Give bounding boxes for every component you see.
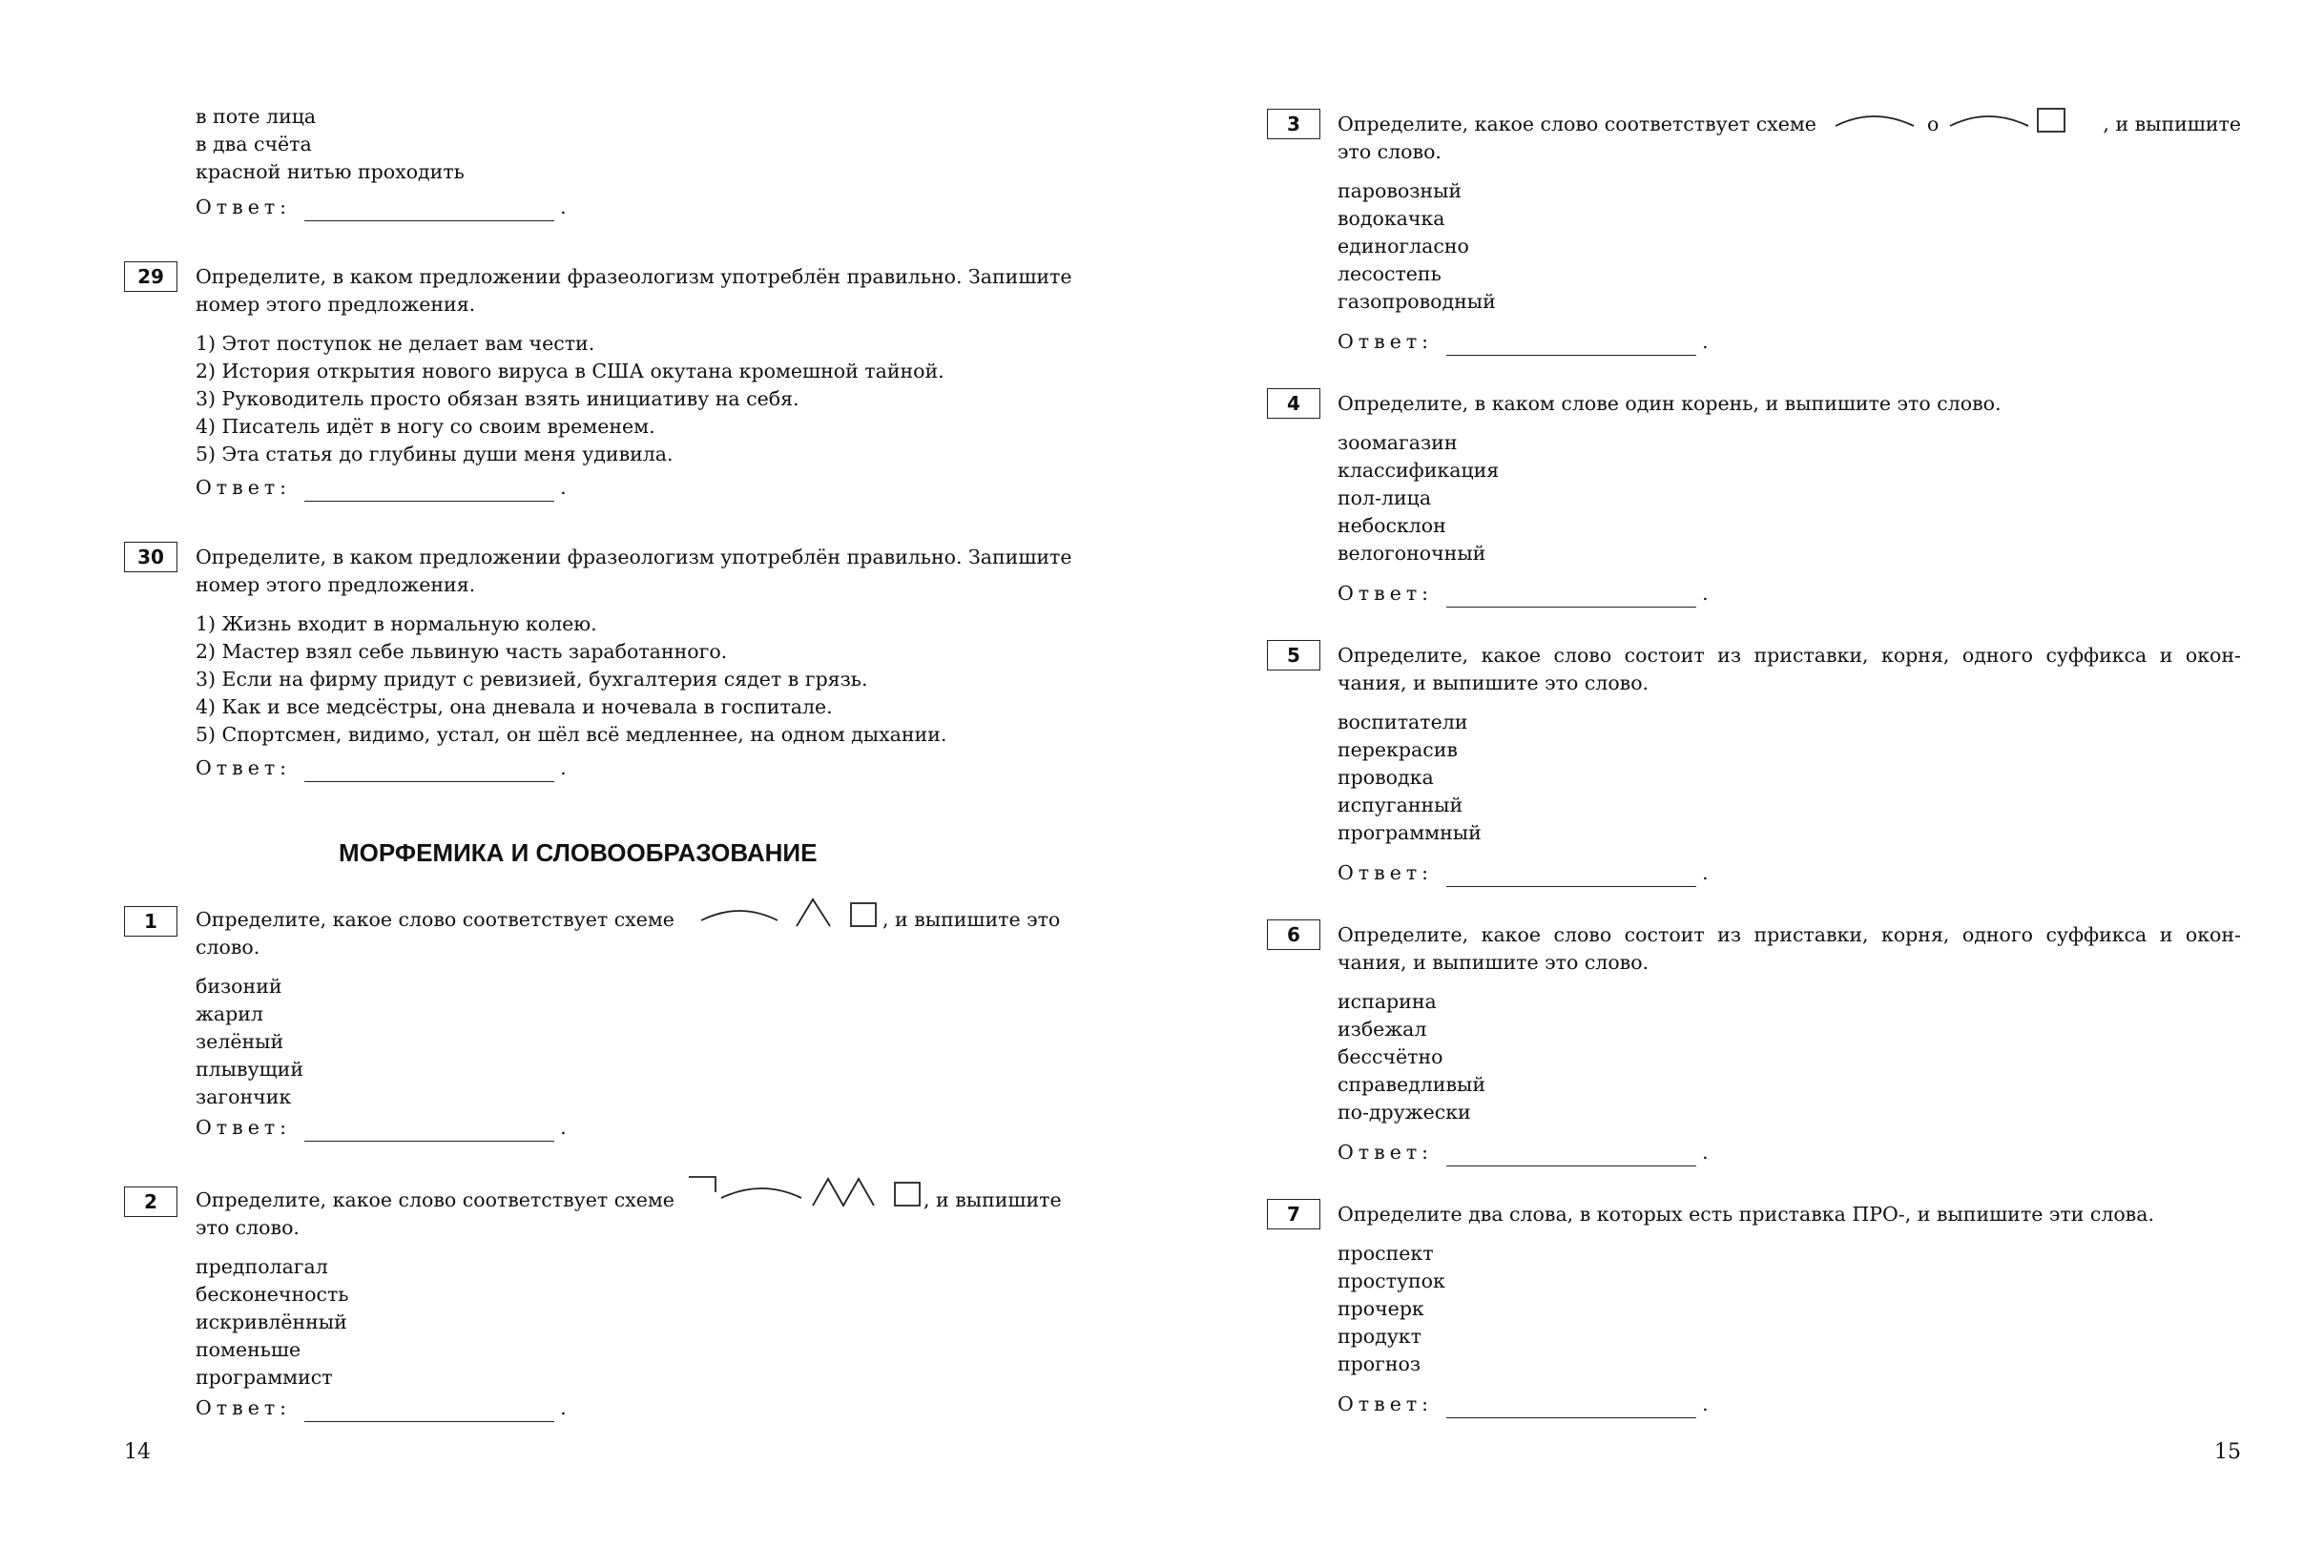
list-item: 2) Мастер взял себе львиную часть заработанного. [196,640,728,663]
question-4 [1338,390,2002,567]
list-item: пол-лица [1338,486,1432,509]
answer-field-30[interactable]: Ответ: . [196,754,567,782]
question-prompt: это слово. [1338,140,1442,163]
list-item: испуганный [1338,794,1463,816]
question-prompt: Определите, какое слово состоит из приставки, корня, одного суффикса и окон- [1338,923,2241,946]
answer-blank[interactable] [304,482,554,502]
list-item: прогноз [1338,1352,1421,1375]
list-item: водокачка [1338,207,1445,230]
question-prompt: Определите, в каком предложении фразеологизм употреблён правильно. Запишите [196,265,1072,288]
list-item: перекрасив [1338,738,1458,761]
list-item: воспитатели [1338,711,1468,733]
answer-label: Ответ: [1338,582,1434,605]
answer-blank[interactable] [304,201,554,221]
answer-label: Ответ: [1338,330,1434,353]
question-7 [1338,1201,2154,1378]
morpheme-scheme-3b [1946,99,2072,137]
answer-label: Ответ: [196,476,292,499]
morpheme-scheme-3a [1830,99,1920,137]
ending-box-icon [2038,109,2065,132]
answer-label: Ответ: [196,756,292,779]
answer-field-29[interactable]: Ответ: . [196,474,567,502]
list-item: красной нитью проходить [196,160,465,183]
question-prompt: Определите, какое слово соответствует схеме [196,908,674,931]
question-5 [1338,642,2241,847]
question-number-29: 29 [124,261,177,292]
answer-field-28[interactable]: Ответ: . [196,194,567,221]
question-prompt: это слово. [196,1216,300,1239]
question-number-6: 6 [1267,919,1320,950]
question-prompt: номер этого предложения. [196,293,476,316]
question-number-1: 1 [124,906,177,937]
question-prompt: , и выпишите [923,1188,1062,1211]
question-prompt: номер этого предложения. [196,573,476,596]
suffix-caret-icon [797,899,830,926]
answer-label: Ответ: [196,1396,292,1419]
answer-blank[interactable] [304,762,554,782]
list-item: бесконечность [196,1283,349,1306]
page-number: 14 [124,1440,151,1464]
question-prompt: чания, и выпишите это слово. [1338,951,1650,974]
list-item: бизоний [196,975,282,998]
answer-blank[interactable] [1446,1146,1696,1166]
answer-field-6[interactable]: Ответ: . [1338,1139,1709,1166]
question-number-30: 30 [124,542,177,572]
list-item: бессчётно [1338,1045,1443,1068]
question-number-7: 7 [1267,1199,1320,1229]
morpheme-scheme-2 [685,1167,933,1213]
question-prompt: слово. [196,936,260,959]
answer-blank[interactable] [1446,1398,1696,1418]
answer-blank[interactable] [1446,588,1696,608]
root-arc-icon [1950,116,2028,126]
question-prompt: Определите, какое слово соответствует схеме [196,1188,674,1211]
list-item: избежал [1338,1018,1427,1041]
root-arc-icon [1836,116,1914,126]
answer-label: Ответ: [1338,861,1434,884]
answer-blank[interactable] [304,1122,554,1142]
list-item: 2) История открытия нового вируса в США окутана кромешной тайной. [196,360,944,382]
prefix-bracket-icon [689,1177,716,1192]
question-number-2: 2 [124,1186,177,1217]
list-item: лесостепь [1338,262,1442,285]
list-item: 5) Эта статья до глубины души меня удивила. [196,443,674,465]
question-prompt: , и выпишите это [882,908,1061,931]
list-item: 4) Как и все медсёстры, она дневала и ночевала в госпитале. [196,695,833,718]
question-1 [196,934,303,1111]
question-prompt: Определите два слова, в которых есть приставка ПРО-, и выпишите эти слова. [1338,1203,2154,1226]
question-number-5: 5 [1267,640,1320,671]
list-item: в поте лица [196,105,317,128]
answer-blank[interactable] [1446,336,1696,356]
list-item: жарил [196,1002,263,1025]
list-item: зоомагазин [1338,431,1458,454]
list-item: загончик [196,1085,292,1108]
answer-field-7[interactable]: Ответ: . [1338,1391,1709,1418]
suffix-caret-icon [813,1179,874,1206]
question-prompt: , и выпишите [2103,113,2241,135]
list-item: 1) Жизнь входит в нормальную колею. [196,612,597,635]
list-item: плывущий [196,1058,303,1081]
list-item: 1) Этот поступок не делает вам чести. [196,332,595,355]
list-item: 4) Писатель идёт в ногу со своим временем. [196,415,655,438]
list-item: искривлённый [196,1310,347,1333]
question-3 [1338,138,1496,316]
list-item: прочерк [1338,1297,1424,1320]
answer-field-4[interactable]: Ответ: . [1338,580,1709,608]
list-item: проводка [1338,766,1434,789]
question-prompt: Определите, какое слово состоит из приставки, корня, одного суффикса и окон- [1338,644,2241,667]
ending-box-icon [895,1183,920,1206]
answer-field-2[interactable]: Ответ: . [196,1394,567,1422]
question-number-3: 3 [1267,109,1320,139]
list-item: предполагал [196,1255,328,1278]
list-item: велогоночный [1338,542,1486,565]
list-item: продукт [1338,1325,1421,1348]
ending-box-icon [851,903,876,926]
question-30 [196,544,1071,749]
list-item: в два счёта [196,133,312,155]
list-item: справедливый [1338,1073,1485,1096]
list-item: 5) Спортсмен, видимо, устал, он шёл всё медленнее, на одном дыхании. [196,723,947,746]
question-2 [196,1214,348,1392]
question-prompt: Определите, в каком предложении фразеологизм употреблён правильно. Запишите [196,546,1072,568]
list-item: по-дружески [1338,1101,1471,1124]
answer-label: Ответ: [196,196,292,218]
question-29 [196,263,1071,468]
list-item: 3) Руководитель просто обязан взять инициативу на себя. [196,387,799,410]
list-item: газопроводный [1338,290,1496,313]
list-item: небосклон [1338,514,1446,537]
answer-label: Ответ: [1338,1141,1434,1164]
answer-blank[interactable] [1446,867,1696,887]
top-options-list [196,103,465,186]
root-arc-icon [721,1188,801,1198]
list-item: испарина [1338,990,1437,1013]
root-arc-icon [701,911,778,920]
right-page [1162,0,2324,1568]
list-item: программист [196,1366,333,1389]
answer-field-5[interactable]: Ответ: . [1338,859,1709,887]
list-item: единогласно [1338,235,1469,258]
list-item: программный [1338,821,1482,844]
answer-label: Ответ: [196,1116,292,1139]
morpheme-scheme-1 [696,892,887,935]
question-prompt: Определите, какое слово соответствует схеме [1338,113,1816,135]
list-item: классификация [1338,459,1500,482]
question-prompt: Определите, в каком слове один корень, и выпишите это слово. [1338,392,2002,415]
question-prompt: чания, и выпишите это слово. [1338,671,1650,694]
list-item: паровозный [1338,179,1463,202]
answer-label: Ответ: [1338,1393,1434,1415]
list-item: 3) Если на фирму придут с ревизией, бухгалтерия сядет в грязь. [196,668,868,691]
question-6 [1338,921,2241,1126]
list-item: зелёный [196,1030,284,1053]
section-heading: МОРФЕМИКА И СЛОВООБРАЗОВАНИЕ [339,838,818,867]
list-item: проступок [1338,1269,1445,1292]
connecting-vowel: о [1927,113,1940,135]
answer-blank[interactable] [304,1402,554,1422]
answer-field-3[interactable]: Ответ: . [1338,328,1709,356]
list-item: поменьше [196,1338,301,1361]
page-number: 15 [2214,1440,2241,1464]
question-number-4: 4 [1267,388,1320,419]
answer-field-1[interactable]: Ответ: . [196,1114,567,1142]
list-item: проспект [1338,1242,1434,1265]
